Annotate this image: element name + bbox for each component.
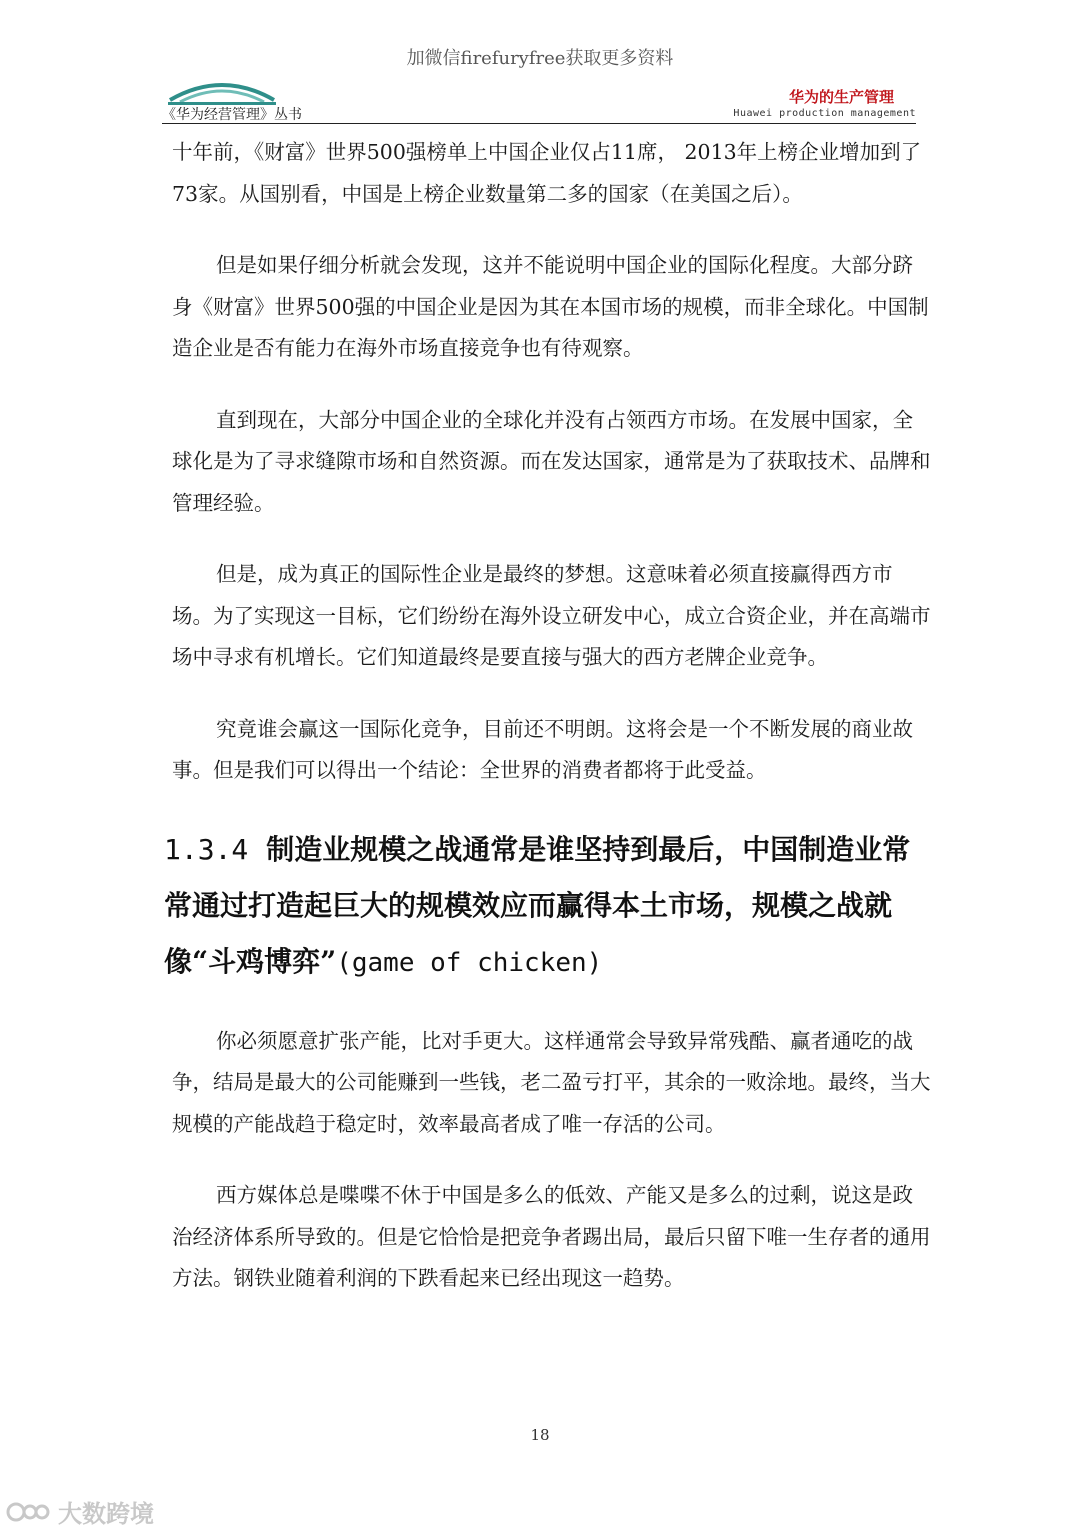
page-number: 18 (530, 1426, 550, 1444)
brand-watermark-text: 大数跨境 (58, 1500, 154, 1528)
paragraph: 但是如果仔细分析就会发现，这并不能说明中国企业的国际化程度。大部分跻身《财富》世界500强的中国企业是因为其在本国市场的规模，而非全球化。中国制造企业是否有能力在海外市场直接竞争也有待观察。 (172, 253, 929, 360)
header-divider (162, 123, 916, 124)
paragraph: 但是，成为真正的国际性企业是最终的梦想。这意味着必须直接赢得西方市场。为了实现这一目标，它们纷纷在海外设立研发中心，成立合资企业，并在高端市场中寻求有机增长。它们知道最终是要直接与强大的西方老牌企业竞争。 (172, 562, 931, 669)
section-heading (164, 822, 934, 991)
top-watermark-text: 加微信firefuryfree获取更多资料 (406, 48, 674, 69)
paragraph: 你必须愿意扩张产能，比对手更大。这样通常会导致异常残酷、赢者通吃的战争，结局是最大的公司能赚到一些钱，老二盈亏打平，其余的一败涂地。最终，当大规模的产能战趋于稳定时，效率最高者成了唯一存活的公司。 (172, 1028, 931, 1136)
page-header (162, 72, 916, 124)
brand-watermark (6, 1494, 154, 1529)
page-content (164, 132, 932, 1330)
section-title: 制造业规模之战通常是谁坚持到最后，中国制造业常常通过打造起巨大的规模效应而赢得本土市场，规模之战就像“斗鸡博弈” (164, 832, 911, 978)
paragraph: 西方媒体总是喋喋不休于中国是多么的低效、产能又是多么的过剩，说这是政治经济体系所导致的。但是它恰恰是把竞争者踢出局，最后只留下唯一生存者的通用方法。钢铁业随着利润的下跌看起来已经出现这一趋势。 (172, 1183, 931, 1290)
section-number: 1.3.4 (164, 832, 249, 866)
brand-logo-icon (6, 1499, 52, 1525)
chapter-title: 华为的生产管理 (788, 88, 894, 106)
series-name: 《华为经营管理》丛书 (162, 107, 302, 123)
section-title-english: (game of chicken) (336, 947, 603, 978)
paragraph: 直到现在，大部分中国企业的全球化并没有占领西方市场。在发展中国家，全球化是为了寻求缝隙市场和自然资源。而在发达国家，通常是为了获取技术、品牌和管理经验。 (172, 407, 931, 515)
series-logo-icon (166, 76, 278, 106)
chapter-subtitle: Huawei production management (733, 108, 916, 119)
paragraph: 十年前，《财富》世界500强榜单上中国企业仅占11席， 2013年上榜企业增加到了73家。从国别看，中国是上榜企业数量第二多的国家（在美国之后）。 (172, 140, 922, 206)
paragraph: 究竟谁会赢这一国际化竞争，目前还不明朗。这将会是一个不断发展的商业故事。但是我们可以得出一个结论：全世界的消费者都将于此受益。 (172, 716, 913, 782)
